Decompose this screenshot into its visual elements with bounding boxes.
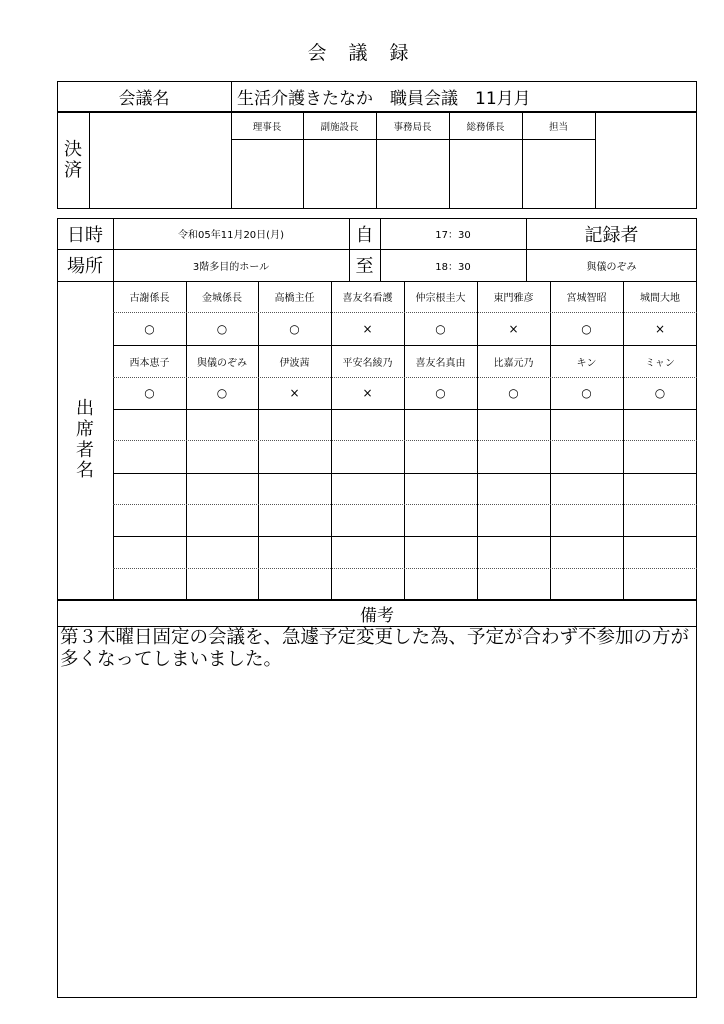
remarks-label: 備考 <box>360 605 394 626</box>
approval-role-secretary-general: 事務局長 <box>393 121 432 133</box>
attendee-name: 古謝係長 <box>129 293 170 304</box>
attendee-name: 比嘉元乃 <box>493 357 534 369</box>
approval-role-chairman: 理事長 <box>252 121 282 133</box>
to-time: 18：30 <box>435 261 471 273</box>
attendance-mark: × <box>362 321 373 336</box>
attendance-mark: × <box>289 386 300 400</box>
attendee-name: 喜友名看護 <box>342 293 393 304</box>
attendance-mark: ○ <box>144 321 155 336</box>
attendance-mark: × <box>508 321 519 336</box>
attendee-name: 金城係長 <box>202 293 242 304</box>
attendance-mark: ○ <box>654 386 666 400</box>
remarks-text: 第３木曜日固定の会議を、急遽予定変更した為、予定が合わず不参加の方が多くなってしまいました。 <box>60 627 690 670</box>
attendance-mark: ○ <box>216 386 228 400</box>
recorder-label: 記録者 <box>584 224 639 246</box>
attendee-name: 城間大地 <box>640 293 680 304</box>
attendance-mark: × <box>362 386 373 400</box>
attendance-mark: ○ <box>216 321 228 336</box>
attendee-name: 西本恵子 <box>129 357 170 369</box>
meeting-name: 生活介護きたなか 職員会議 11月月 <box>237 89 531 109</box>
attendance-mark: × <box>654 321 666 336</box>
attendee-name: キン <box>576 357 597 369</box>
approval-role-staff: 担当 <box>548 121 568 133</box>
from-time: 17：30 <box>435 230 471 241</box>
page-title: 会 議 録 <box>307 42 417 64</box>
attendee-name: 宮城智昭 <box>566 293 607 304</box>
attendee-name: 東門雅彦 <box>493 293 534 304</box>
approval-label: 決 済 <box>64 138 82 181</box>
attendance-mark: ○ <box>581 321 592 336</box>
place-value: 3階多目的ホール <box>192 261 270 273</box>
recorder-name: 與儀のぞみ <box>586 261 637 273</box>
meeting-label: 会議名 <box>118 89 170 109</box>
approval-role-deputy-director: 副施設長 <box>320 121 359 133</box>
approval-role-general-affairs: 総務係長 <box>466 121 505 133</box>
place-label: 場所 <box>67 256 103 277</box>
attendee-name: 伊波茜 <box>279 357 310 369</box>
attendance-mark: ○ <box>144 386 155 400</box>
attendance-mark: ○ <box>435 321 446 336</box>
datetime-label: 日時 <box>67 224 103 246</box>
attendance-mark: ○ <box>581 386 592 400</box>
attendee-name: ミャン <box>645 357 675 369</box>
to-label: 至 <box>355 256 374 277</box>
attendance-mark: ○ <box>508 386 519 400</box>
attendee-name: 仲宗根圭大 <box>415 293 466 304</box>
attendance-label: 出 席 者 名 <box>76 398 94 482</box>
attendee-name: 與儀のぞみ <box>197 357 247 369</box>
attendee-name: 高橋主任 <box>274 293 315 304</box>
from-label: 自 <box>355 224 374 246</box>
attendance-mark: ○ <box>289 321 300 336</box>
attendee-name: 喜友名真由 <box>415 357 466 369</box>
datetime-value: 令和05年11月20日(月) <box>178 230 284 241</box>
attendee-name: 平安名綾乃 <box>342 357 393 369</box>
attendance-mark: ○ <box>435 386 446 400</box>
